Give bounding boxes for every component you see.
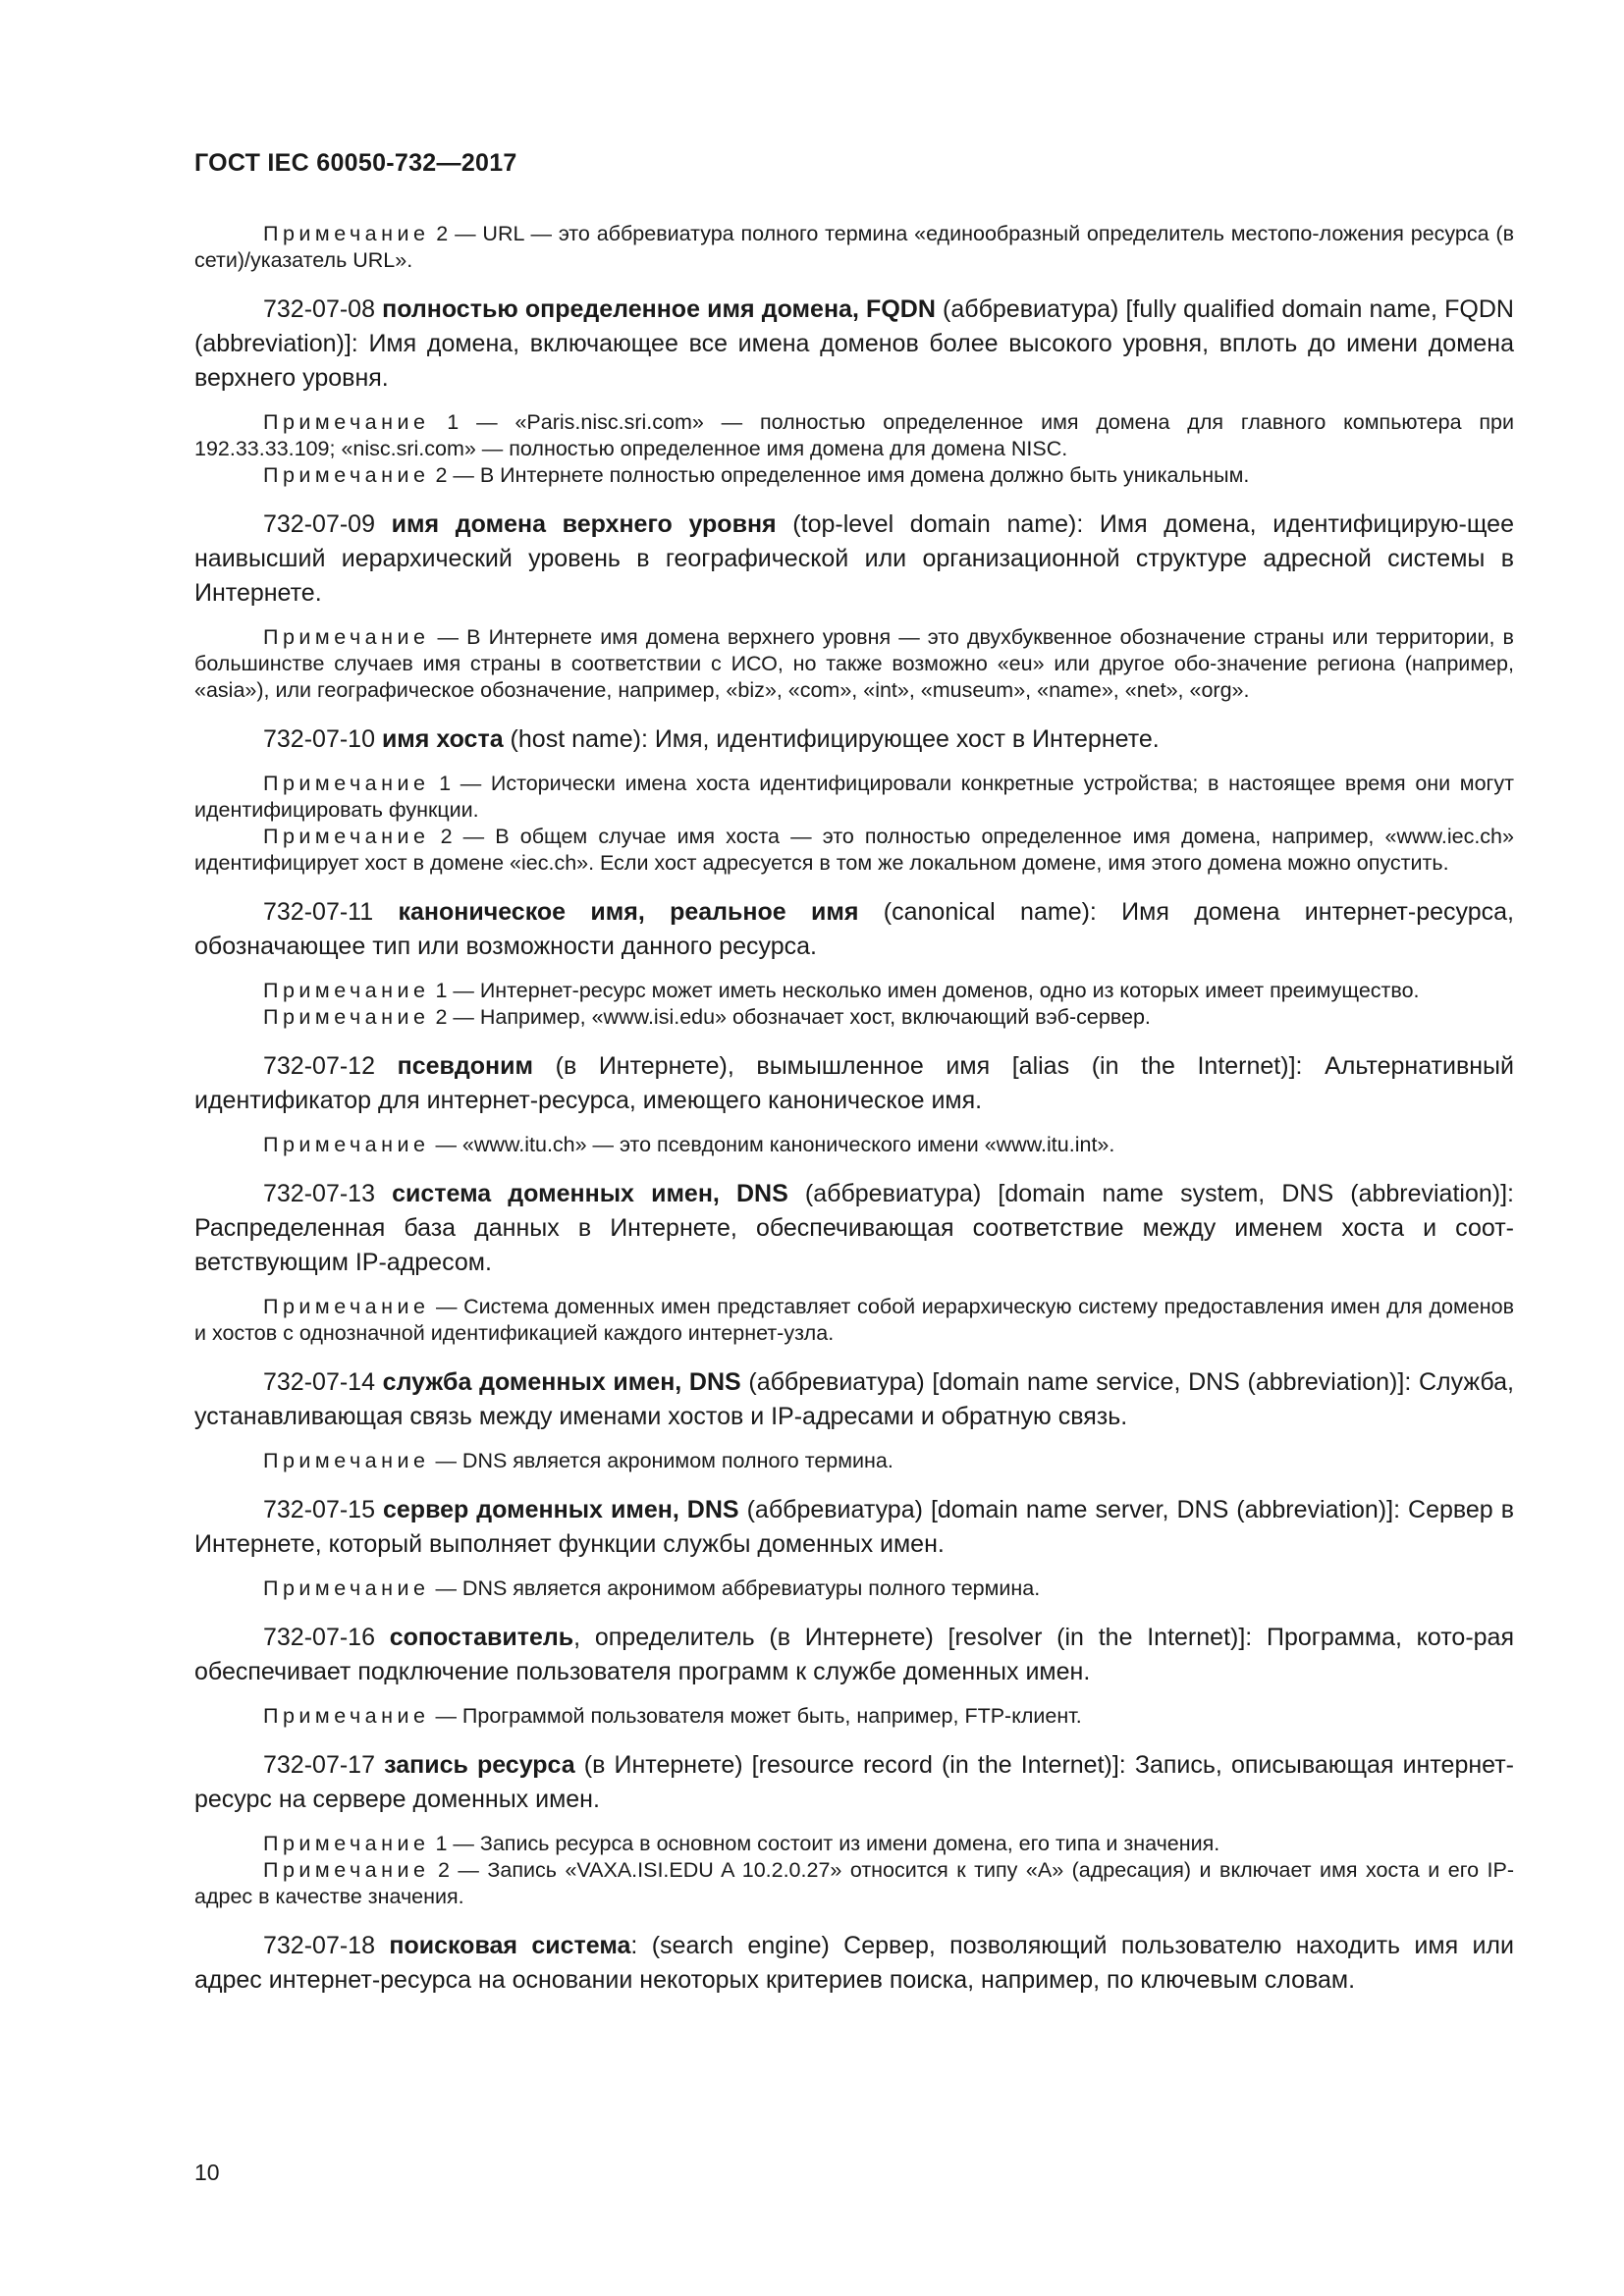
note-text: — Например, «www.isi.edu» обозначает хост, включающий вэб-сервер. [447, 1005, 1151, 1029]
term-code: 732-07-08 [263, 295, 375, 323]
note-label: Примечание [263, 222, 430, 245]
note-label: Примечание [263, 1704, 430, 1728]
note-number: 2 [435, 463, 448, 487]
note-number: 1 [447, 410, 460, 434]
note-group [194, 1703, 1514, 1730]
note-number: 2 [436, 222, 449, 245]
note-label: Примечание [263, 1295, 430, 1318]
note-text: — Программой пользователя может быть, например, FTP-клиент. [435, 1704, 1082, 1728]
note-label: Примечание [263, 463, 430, 487]
term-definition: : (search engine) Сервер, позволяющий пользователю находить имя или адрес интернет-ресурса на основании некоторых критериев поиска, например, по ключевым словам. [194, 1932, 1514, 1994]
note [194, 1294, 1514, 1347]
note [194, 1831, 1514, 1857]
term-code: 732-07-11 [263, 898, 374, 926]
note-number: 2 [435, 1005, 448, 1029]
note [194, 824, 1514, 877]
note-text: — DNS является акронимом полного термина. [435, 1449, 893, 1472]
term-name: запись ресурса [384, 1751, 575, 1779]
term-name: сопоставитель [389, 1624, 574, 1651]
term-name: поисковая система [389, 1932, 631, 1959]
term-code: 732-07-16 [263, 1624, 375, 1651]
note-label: Примечание [263, 1576, 430, 1600]
note-label: Примечание [263, 625, 430, 649]
term-entry [194, 1365, 1514, 1434]
note-group [194, 624, 1514, 704]
note-group [194, 1831, 1514, 1910]
note-number: 2 [440, 825, 453, 848]
term-code: 732-07-10 [263, 725, 375, 753]
note-label: Примечание [263, 979, 430, 1002]
note [194, 1857, 1514, 1910]
term-entry [194, 507, 1514, 611]
document-body [194, 221, 1514, 2011]
note-group [194, 1575, 1514, 1602]
note [194, 771, 1514, 824]
note [194, 1448, 1514, 1474]
term-definition: , определитель (в Интернете) [resolver (in the Internet)]: Программа, кото-рая обеспечивает подключение пользователя программ к службе доменных имен. [194, 1624, 1514, 1685]
term-name: каноническое имя, реальное имя [398, 898, 859, 926]
note-text: — Исторически имена хоста идентифицировали конкретные устройства; в настоящее время они могут идентифицировать функции. [194, 772, 1514, 822]
note-text: — Система доменных имен представляет собой иерархическую систему предоставления имен для доменов и хостов с однозначной идентификацией каждого интернет-узла. [194, 1295, 1514, 1345]
note [194, 1132, 1514, 1158]
note-text: — В Интернете полностью определенное имя домена должно быть уникальным. [447, 463, 1250, 487]
term-code: 732-07-14 [263, 1368, 375, 1396]
note-label: Примечание [263, 1005, 430, 1029]
note-label: Примечание [263, 1858, 430, 1882]
term-definition: (в Интернете) [resource record (in the Internet)]: Запись, описывающая интернет-ресурс на сервере доменных имен. [194, 1751, 1514, 1813]
term-entry [194, 293, 1514, 396]
term-definition: (в Интернете), вымышленное имя [alias (in the Internet)]: Альтернативный идентификатор для интернет-ресурса, имеющего каноническое имя. [194, 1052, 1514, 1114]
note-text: — В общем случае имя хоста — это полностью определенное имя домена, например, «www.iec.ch» идентифицирует хост в домене «iec.ch». Если хост адресуется в том же локальном домене, имя этого домена можно опустить. [194, 825, 1514, 875]
note-text: — Запись «VAXA.ISI.EDU A 10.2.0.27» относится к типу «А» (адресация) и включает имя хоста и его IP-адрес в качестве значения. [194, 1858, 1514, 1908]
note-label: Примечание [263, 772, 430, 795]
term-entry [194, 895, 1514, 964]
note [194, 1575, 1514, 1602]
note-number: 2 [437, 1858, 450, 1882]
term-definition: (аббревиатура) [domain name service, DNS (abbreviation)]: Служба, устанавливающая связь между именами хостов и IP-адресами и обратную связь. [194, 1368, 1514, 1430]
note [194, 1703, 1514, 1730]
note-group [194, 221, 1514, 274]
term-code: 732-07-17 [263, 1751, 375, 1779]
note-number: 1 [435, 1832, 448, 1855]
note-number: 1 [439, 772, 452, 795]
note-text: — «Paris.nisc.sri.com» — полностью определенное имя домена для главного компьютера при 192.33.33.109; «nisc.sri.com» — полностью определенное имя домена для домена NISC. [194, 410, 1514, 460]
note-label: Примечание [263, 410, 430, 434]
note-group [194, 1294, 1514, 1347]
note-text: — Запись ресурса в основном состоит из имени домена, его типа и значения. [447, 1832, 1220, 1855]
term-code: 732-07-09 [263, 510, 375, 538]
term-entry [194, 1621, 1514, 1689]
note [194, 1004, 1514, 1031]
note [194, 221, 1514, 274]
note-text: — URL — это аббревиатура полного термина «единообразный определитель местопо-ложения ресурса (в сети)/указатель URL». [194, 222, 1514, 272]
term-entry [194, 722, 1514, 757]
note-text: — В Интернете имя домена верхнего уровня — это двухбуквенное обозначение страны или территории, в большинстве случаев имя страны в соответствии с ИСО, но также возможно «eu» или другое обо-значение региона (например, «asia»), или географическое обозначение, например, «biz», «com», «int», «museum», «name», «net», «org». [194, 625, 1514, 702]
term-name: псевдоним [397, 1052, 533, 1080]
note-number: 1 [435, 979, 448, 1002]
note-group [194, 409, 1514, 489]
note-label: Примечание [263, 1133, 430, 1156]
term-definition: (canonical name): Имя домена интернет-ресурса, обозначающее тип или возможности данного ресурса. [194, 898, 1514, 960]
term-code: 732-07-12 [263, 1052, 375, 1080]
term-entry [194, 1049, 1514, 1118]
note-group [194, 771, 1514, 877]
term-name: система доменных имен, DNS [392, 1180, 788, 1207]
term-code: 732-07-13 [263, 1180, 375, 1207]
note-label: Примечание [263, 825, 430, 848]
term-definition: (аббревиатура) [domain name system, DNS (abbreviation)]: Распределенная база данных в Интернете, обеспечивающая соответствие между именем хоста и соот-ветствующим IP-адресом. [194, 1180, 1514, 1276]
note [194, 462, 1514, 489]
term-definition: (аббревиатура) [domain name server, DNS (abbreviation)]: Сервер в Интернете, который выполняет функции службы доменных имен. [194, 1496, 1514, 1558]
note [194, 624, 1514, 704]
term-name: сервер доменных имен, DNS [383, 1496, 739, 1523]
note-label: Примечание [263, 1832, 430, 1855]
term-name: полностью определенное имя домена, FQDN [382, 295, 936, 323]
term-definition: (top-level domain name): Имя домена, идентифицирую-щее наивысший иерархический уровень в географической или организационной структуре адресной системы в Интернете. [194, 510, 1514, 607]
term-code: 732-07-15 [263, 1496, 375, 1523]
note-group [194, 978, 1514, 1031]
term-entry [194, 1177, 1514, 1280]
term-name: имя домена верхнего уровня [391, 510, 777, 538]
note-text: — «www.itu.ch» — это псевдоним канонического имени «www.itu.int». [435, 1133, 1115, 1156]
term-definition: (host name): Имя, идентифицирующее хост в Интернете. [503, 725, 1160, 753]
note [194, 409, 1514, 462]
term-definition: (аббревиатура) [fully qualified domain name, FQDN (abbreviation)]: Имя домена, включающее все имена доменов более высокого уровня, вплоть до имени домена верхнего уровня. [194, 295, 1514, 392]
term-entry [194, 1929, 1514, 1998]
document-header: ГОСТ IEC 60050-732—2017 [194, 149, 517, 177]
note-group [194, 1132, 1514, 1158]
note [194, 978, 1514, 1004]
note-label: Примечание [263, 1449, 430, 1472]
term-code: 732-07-18 [263, 1932, 375, 1959]
term-entry [194, 1748, 1514, 1817]
term-name: имя хоста [381, 725, 504, 753]
note-text: — Интернет-ресурс может иметь несколько имен доменов, одно из которых имеет преимущество. [447, 979, 1420, 1002]
note-text: — DNS является акронимом аббревиатуры полного термина. [435, 1576, 1041, 1600]
term-entry [194, 1493, 1514, 1562]
note-group [194, 1448, 1514, 1474]
term-name: служба доменных имен, DNS [382, 1368, 741, 1396]
page-number: 10 [194, 2160, 220, 2185]
